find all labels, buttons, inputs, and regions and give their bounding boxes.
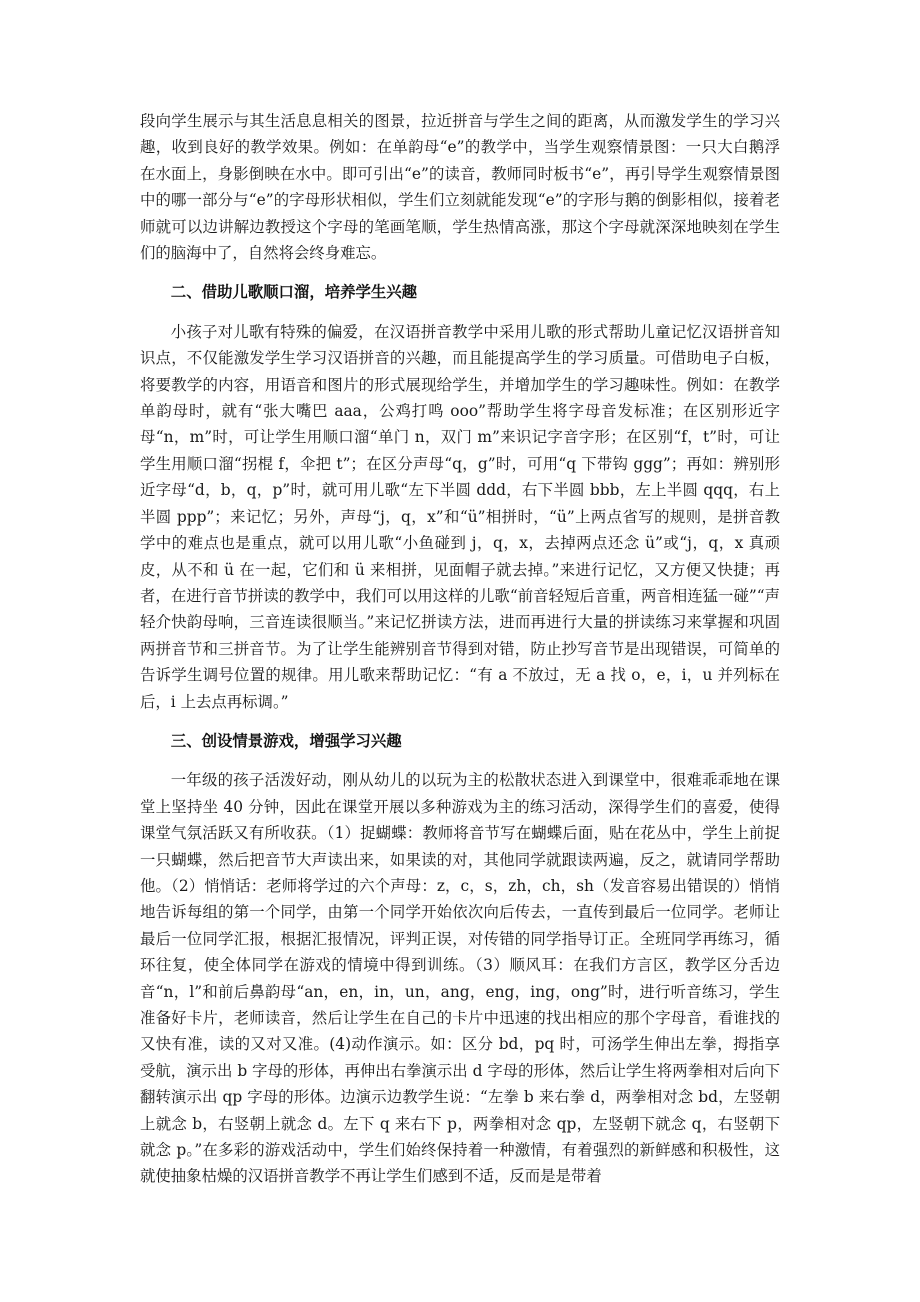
document-body xyxy=(140,108,780,1190)
intro-paragraph: 段向学生展示与其生活息息相关的图景，拉近拼音与学生之间的距离，从而激发学生的学习兴趣，收到良好的教学效果。例如：在单韵母“e”的教学中，当学生观察情景图：一只大白鹅浮在水面上，身影倒映在水中。即可引出“e”的读音，教师同时板书“e”，再引导学生观察情景图中的哪一部分与“e”的字母形状相似，学生们立刻就能发现“e”的字形与鹅的倒影相似，接着老师就可以边讲解边教授这个字母的笔画笔顺，学生热情高涨，那这个字母就深深地映刻在学生们的脑海中了，自然将会终身难忘。 xyxy=(140,112,780,263)
section-heading-2: 二、借助儿歌顺口溜，培养学生兴趣 xyxy=(170,283,418,302)
section-paragraph-3: 一年级的孩子活泼好动，刚从幼儿的以玩为主的松散状态进入到课堂中，很难乖乖地在课堂上坚持坐 40 分钟，因此在课堂开展以多种游戏为主的练习活动，深得学生们的喜爱，使得课堂气氛活跃又有所收获。（1）捉蝴蝶：教师将音节写在蝴蝶后面，贴在花丛中，学生上前捉一只蝴蝶，然后把音节大声读出来，如果读的对，其他同学就跟读两遍，反之，就请同学帮助他。（2）悄悄话：老师将学过的六个声母：z，c，s，zh，ch，sh（发音容易出错误的）悄悄地告诉每组的第一个同学，由第一个同学开始依次向后传去，一直传到最后一位同学。老师让最后一位同学汇报，根据汇报情况，评判正误，对传错的同学指导订正。全班同学再练习，循环往复，使全体同学在游戏的情境中得到训练。（3）顺风耳：在我们方言区，教学区分舌边音“n，l”和前后鼻韵母“an，en，in，un，ang，eng，ing，ong”时，进行听音练习，学生准备好卡片，老师读音，然后让学生在自己的卡片中迅速的找出相应的那个字母音，看谁找的又快有准，读的又对又准。(4)动作演示。如：区分 bd，pq 时，可汤学生伸出左拳，拇指享受航，演示出 b 字母的形体，再伸出右拳演示出 d 字母的形体，然后让学生将两拳相对后向下翻转演示出 qp 字母的形体。边演示边教学生说：“左拳 b 来右拳 d，两拳相对念 bd，左竖朝上就念 b，右竖朝上就念 d。左下 q 来右下 p，两拳相对念 qp，左竖朝下就念 q，右竖朝下就念 p。”在多彩的游戏活动中，学生们始终保持着一种激情，有着强烈的新鲜感和积极性，这就使抽象枯燥的汉语拼音教学不再让学生们感到不适，反而是是带着 xyxy=(140,771,780,1186)
section-heading-3: 三、创设情景游戏，增强学习兴趣 xyxy=(170,731,402,750)
section-paragraph-2: 小孩子对儿歌有特殊的偏爱，在汉语拼音教学中采用儿歌的形式帮助儿童记忆汉语拼音知识点，不仅能激发学生学习汉语拼音的兴趣，而且能提高学生的学习质量。可借助电子白板，将要教学的内容，用语音和图片的形式展现给学生，并增加学生的学习趣味性。例如：在教学单韵母时，就有“张大嘴巴 aaa，公鸡打鸣 ooo”帮助学生将字母音发标准；在区别形近字母“n，m”时，可让学生用顺口溜“单门 n，双门 m”来识记字音字形；在区别“f，t”时，可让学生用顺口溜“拐棍 f，伞把 t”；在区分声母“q，g”时，可用“q 下带钩 ggg”；再如：辨别形近字母“d，b，q，p”时，就可用儿歌“左下半圆 ddd，右下半圆 bbb，左上半圆 qqq，右上半圆 ppp”；来记忆；另外，声母“j，q，x”和“ü”相拼时，“ü”上两点省写的规则，是拼音教学中的难点也是重点，就可以用儿歌“小鱼碰到 j，q，x，去掉两点还念 ü”或“j，q，x 真顽皮，从不和 ü 在一起，它们和 ü 来相拼，见面帽子就去掉。”来进行记忆，又方便又快捷；再者，在进行音节拼读的教学中，我们可以用这样的儿歌“前音轻短后音重，两音相连猛一碰”“声轻介快韵母响，三音连读很顺当。”来记忆拼读方法，进而再进行大量的拼读练习来掌握和巩固两拼音节和三拼音节。为了让学生能辨别音节得到对错，防止抄写音节是出现错误，可简单的告诉学生调号位置的规律。用儿歌来帮助记忆：“有 a 不放过，无 a 找 o，e，i，u 并列标在后，i 上去点再标调。” xyxy=(140,322,780,711)
